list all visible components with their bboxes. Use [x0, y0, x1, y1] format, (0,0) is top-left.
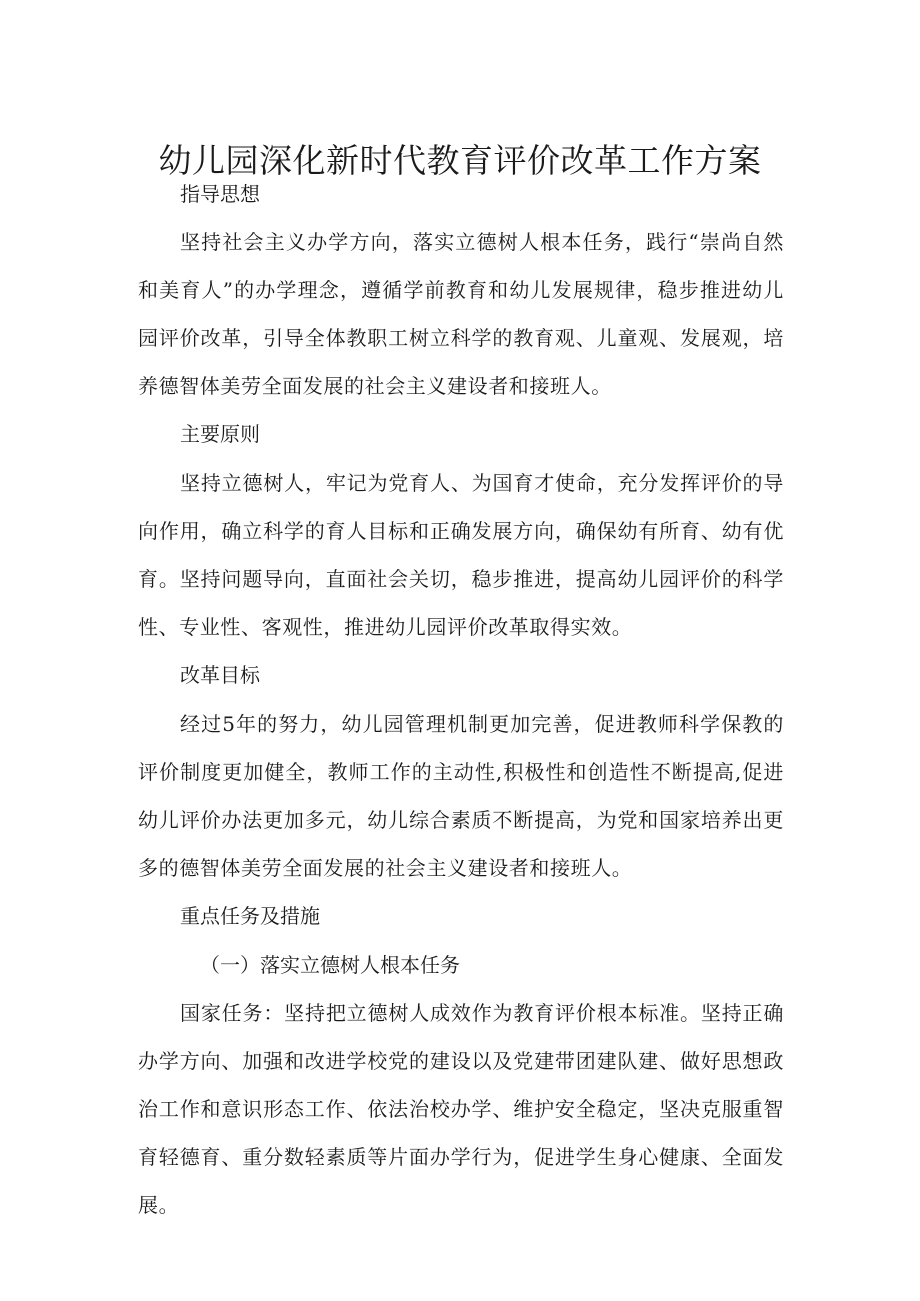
section-paragraph-national-task: 国家任务：坚持把立德树人成效作为教育评价根本标准。坚持正确办学方向、加强和改进学校党的建设以及党建带团建队建、做好思想政治工作和意识形态工作、依法治校办学、维护安全稳定，坚决克服重智育轻德育、重分数轻素质等片面办学行为，促进学生身心健康、全面发展。	[138, 1001, 784, 1217]
section-heading-reform-goals: 改革目标	[180, 663, 260, 687]
section-subheading-moral-education: （一）落实立德树人根本任务	[200, 953, 460, 977]
section-paragraph-main-principles: 坚持立德树人，牢记为党育人、为国育才使命，充分发挥评价的导向作用，确立科学的育人目标和正确发展方向，确保幼有所育、幼有优育。坚持问题导向，直面社会关切，稳步推进，提高幼儿园评价的科学性、专业性、客观性，推进幼儿园评价改革取得实效。	[138, 471, 784, 639]
section-paragraph-reform-goals: 经过5年的努力，幼儿园管理机制更加完善，促进教师科学保教的评价制度更加健全，教师工作的主动性,积极性和创造性不断提高,促进幼儿评价办法更加多元，幼儿综合素质不断提高，为党和国家培养出更多的德智体美劳全面发展的社会主义建设者和接班人。	[138, 712, 784, 880]
section-heading-main-principles: 主要原则	[180, 422, 260, 446]
section-heading-guiding-ideology: 指导思想	[180, 182, 260, 206]
document-title: 幼儿园深化新时代教育评价改革工作方案	[158, 141, 762, 181]
section-heading-key-tasks: 重点任务及措施	[180, 904, 320, 928]
section-paragraph-guiding-ideology: 坚持社会主义办学方向，落实立德树人根本任务，践行“崇尚自然和美育人”的办学理念，遵循学前教育和幼儿发展规律，稳步推进幼儿园评价改革，引导全体教职工树立科学的教育观、儿童观、发展观，培养德智体美劳全面发展的社会主义建设者和接班人。	[138, 230, 784, 398]
